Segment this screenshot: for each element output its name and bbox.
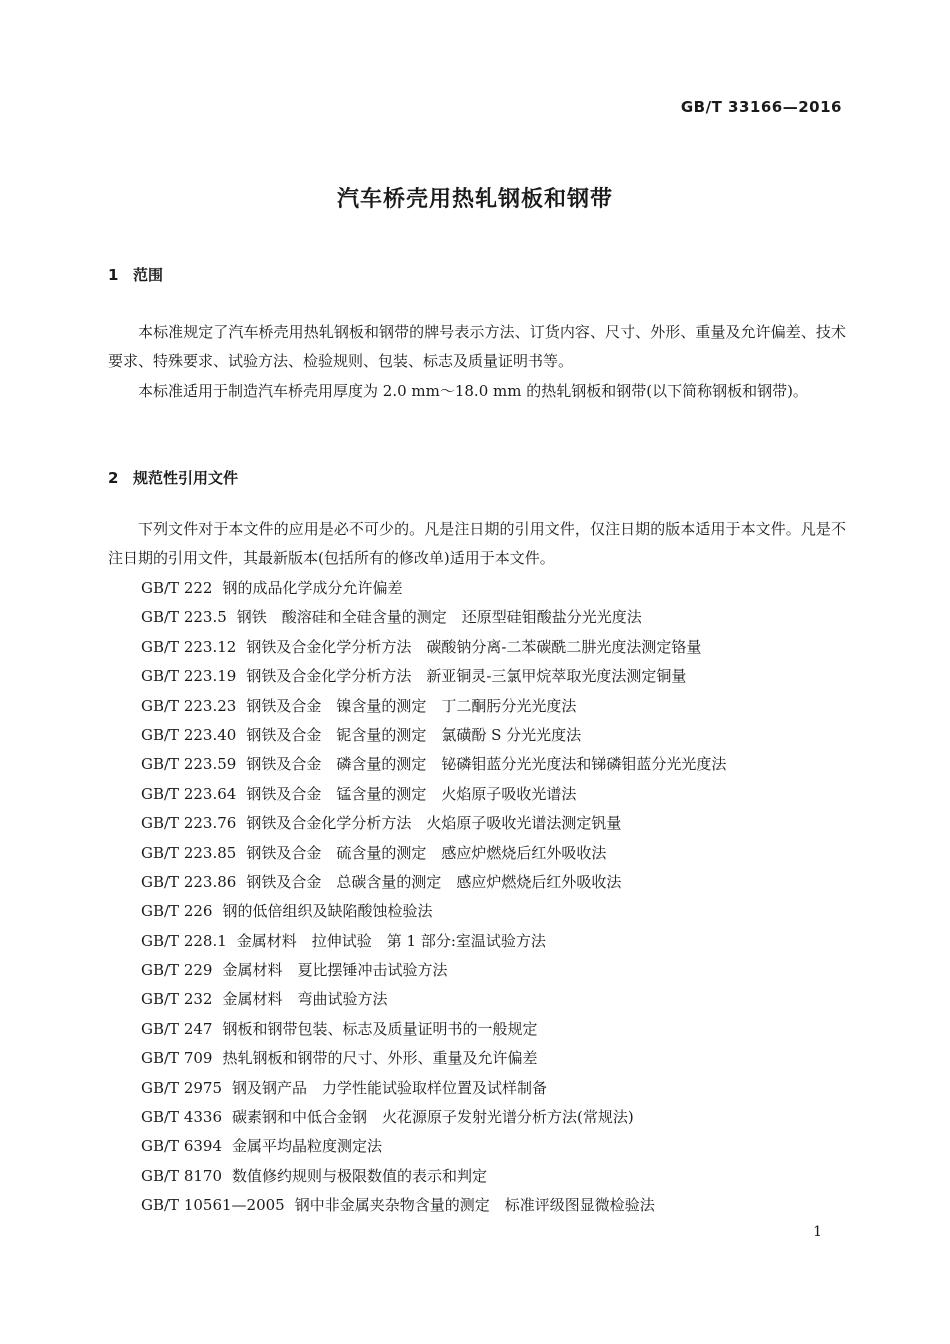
section-title: 规范性引用文件 [133, 469, 239, 487]
scope-paragraph: 本标准适用于制造汽车桥壳用厚度为 2.0 mm～18.0 mm 的热轧钢板和钢带(以下简称钢板和钢带)。 [138, 381, 808, 400]
reference-item [141, 721, 726, 750]
reference-code: GB/T 232 [141, 990, 213, 1009]
scope-body [108, 318, 846, 406]
reference-title: 碳素钢和中低合金钢 火花源原子发射光谱分析方法(常规法) [232, 1108, 634, 1127]
reference-item [141, 1044, 726, 1073]
reference-code: GB/T 10561—2005 [141, 1196, 285, 1215]
reference-item [141, 927, 726, 956]
reference-code: GB/T 223.85 [141, 843, 237, 862]
reference-code: GB/T 8170 [141, 1166, 223, 1185]
reference-code: GB/T 6394 [141, 1137, 223, 1156]
reference-code: GB/T 223.19 [141, 667, 237, 686]
reference-code: GB/T 4336 [141, 1108, 223, 1127]
reference-code: GB/T 223.86 [141, 872, 237, 891]
reference-code: GB/T 223.5 [141, 608, 227, 627]
reference-item [141, 780, 726, 809]
reference-title: 金属材料 拉伸试验 第 1 部分:室温试验方法 [236, 931, 546, 950]
reference-item [141, 1015, 726, 1044]
reference-code: GB/T 223.76 [141, 814, 237, 833]
reference-title: 钢的低倍组织及缺陷酸蚀检验法 [222, 902, 433, 921]
scope-paragraph: 本标准规定了汽车桥壳用热轧钢板和钢带的牌号表示方法、订货内容、尺寸、外形、重量及允许偏差、技术要求、特殊要求、试验方法、检验规则、包装、标志及质量证明书等。 [108, 323, 846, 371]
reference-code: GB/T 247 [141, 1019, 213, 1038]
reference-title: 钢的成品化学成分允许偏差 [222, 579, 403, 597]
reference-title: 钢铁及合金化学分析方法 新亚铜灵-三氯甲烷萃取光度法测定铜量 [246, 667, 687, 686]
reference-item [141, 1074, 726, 1103]
reference-code: GB/T 2975 [141, 1078, 223, 1097]
references-intro-paragraph: 下列文件对于本文件的应用是必不可少的。凡是注日期的引用文件，仅注日期的版本适用于本文件。凡是不注日期的引用文件，其最新版本(包括所有的修改单)适用于本文件。 [108, 520, 846, 568]
reference-item [141, 985, 726, 1014]
reference-item [141, 1132, 726, 1161]
reference-item [141, 574, 726, 603]
reference-item [141, 809, 726, 838]
references-intro [108, 515, 846, 574]
reference-item [141, 956, 726, 985]
reference-item [141, 1103, 726, 1132]
section-title: 范围 [133, 266, 164, 284]
reference-title: 金属材料 夏比摆锤冲击试验方法 [222, 961, 448, 980]
reference-item [141, 1191, 726, 1220]
reference-title: 钢铁及合金化学分析方法 碳酸钠分离-二苯碳酰二肼光度法测定铬量 [246, 637, 702, 656]
reference-title: 钢及钢产品 力学性能试验取样位置及试样制备 [232, 1078, 548, 1097]
reference-code: GB/T 222 [141, 579, 213, 597]
reference-item [141, 868, 726, 897]
reference-title: 钢铁及合金 硫含量的测定 感应炉燃烧后红外吸收法 [246, 843, 607, 862]
reference-title: 钢铁及合金化学分析方法 火焰原子吸收光谱法测定钒量 [246, 814, 622, 833]
section-heading-normative-references [108, 467, 238, 488]
standard-code: GB/T 33166—2016 [680, 98, 842, 116]
reference-title: 金属材料 弯曲试验方法 [222, 990, 388, 1009]
reference-title: 热轧钢板和钢带的尺寸、外形、重量及允许偏差 [222, 1049, 538, 1068]
reference-title: 数值修约规则与极限数值的表示和判定 [232, 1166, 488, 1185]
page-number: 1 [813, 1224, 822, 1240]
section-number: 1 [108, 266, 119, 284]
section-heading-scope [108, 264, 163, 285]
reference-title: 钢铁及合金 总碳含量的测定 感应炉燃烧后红外吸收法 [246, 872, 622, 891]
reference-item [141, 603, 726, 632]
reference-title: 钢铁 酸溶硅和全硅含量的测定 还原型硅钼酸盐分光光度法 [236, 608, 642, 627]
reference-item [141, 1162, 726, 1191]
reference-title: 钢中非金属夹杂物含量的测定 标准评级图显微检验法 [294, 1196, 655, 1215]
reference-title: 钢铁及合金 磷含量的测定 铋磷钼蓝分光光度法和锑磷钼蓝分光光度法 [246, 755, 727, 774]
reference-title: 钢铁及合金 镍含量的测定 丁二酮肟分光光度法 [246, 696, 577, 715]
reference-item [141, 897, 726, 926]
reference-code: GB/T 228.1 [141, 931, 227, 950]
reference-code: GB/T 223.12 [141, 637, 237, 656]
reference-title: 钢铁及合金 铌含量的测定 氯磺酚 S 分光光度法 [246, 725, 582, 744]
reference-code: GB/T 229 [141, 961, 213, 980]
reference-code: GB/T 223.64 [141, 784, 237, 803]
document-title: 汽车桥壳用热轧钢板和钢带 [336, 187, 613, 212]
reference-code: GB/T 223.23 [141, 696, 237, 715]
reference-item [141, 839, 726, 868]
section-number: 2 [108, 469, 119, 487]
reference-title: 钢铁及合金 锰含量的测定 火焰原子吸收光谱法 [246, 784, 577, 803]
reference-code: GB/T 223.40 [141, 725, 237, 744]
reference-item [141, 692, 726, 721]
reference-item [141, 662, 726, 691]
reference-list [141, 574, 726, 1221]
reference-title: 钢板和钢带包装、标志及质量证明书的一般规定 [222, 1019, 538, 1038]
reference-item [141, 750, 726, 779]
reference-item [141, 633, 726, 662]
reference-title: 金属平均晶粒度测定法 [232, 1137, 383, 1156]
reference-code: GB/T 223.59 [141, 755, 237, 774]
reference-code: GB/T 226 [141, 902, 213, 921]
reference-code: GB/T 709 [141, 1049, 213, 1068]
